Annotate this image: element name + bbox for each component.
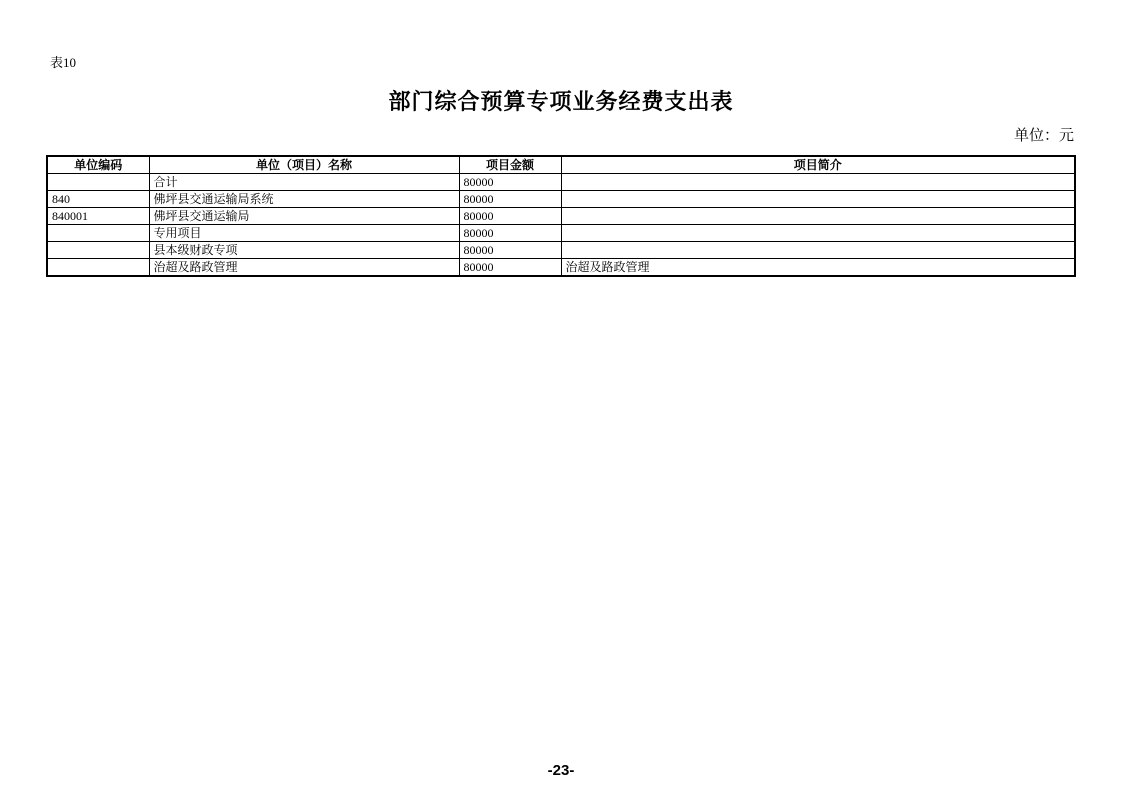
- table-cell: 80000: [459, 208, 561, 225]
- table-cell: [561, 174, 1075, 191]
- table-row: [47, 208, 1075, 225]
- budget-table-body: [47, 174, 1075, 277]
- table-cell: [47, 259, 149, 277]
- table-cell: 合计: [149, 174, 459, 191]
- table-cell: 80000: [459, 191, 561, 208]
- table-cell: 治超及路政管理: [561, 259, 1075, 277]
- header-project-amount: 项目金额: [459, 156, 561, 174]
- table-cell: 80000: [459, 225, 561, 242]
- table-cell: [561, 242, 1075, 259]
- table-cell: 80000: [459, 242, 561, 259]
- table-cell: 80000: [459, 174, 561, 191]
- unit-note: 单位：元: [1013, 128, 1074, 144]
- table-cell: 专用项目: [149, 225, 459, 242]
- table-cell: 佛坪县交通运输局系统: [149, 191, 459, 208]
- budget-table: [46, 155, 1076, 277]
- table-cell: [47, 225, 149, 242]
- table-cell: [561, 225, 1075, 242]
- page-number: -23-: [547, 762, 575, 779]
- table-cell: [47, 242, 149, 259]
- header-project-description: 项目简介: [561, 156, 1075, 174]
- table-cell: 县本级财政专项: [149, 242, 459, 259]
- header-unit-code: 单位编码: [47, 156, 149, 174]
- table-row: [47, 225, 1075, 242]
- table-cell: 佛坪县交通运输局: [149, 208, 459, 225]
- page-title: 部门综合预算专项业务经费支出表: [388, 89, 734, 114]
- table-row: [47, 242, 1075, 259]
- table-header-row: [47, 156, 1075, 174]
- table-cell: 治超及路政管理: [149, 259, 459, 277]
- table-cell: 80000: [459, 259, 561, 277]
- table-cell: [561, 208, 1075, 225]
- header-unit-project-name: 单位（项目）名称: [149, 156, 459, 174]
- table-cell: 840001: [47, 208, 149, 225]
- table-cell: 840: [47, 191, 149, 208]
- table-cell: [561, 191, 1075, 208]
- table-number-label: 表10: [50, 55, 77, 70]
- table-cell: [47, 174, 149, 191]
- table-row: [47, 191, 1075, 208]
- table-row: [47, 174, 1075, 191]
- table-row: [47, 259, 1075, 277]
